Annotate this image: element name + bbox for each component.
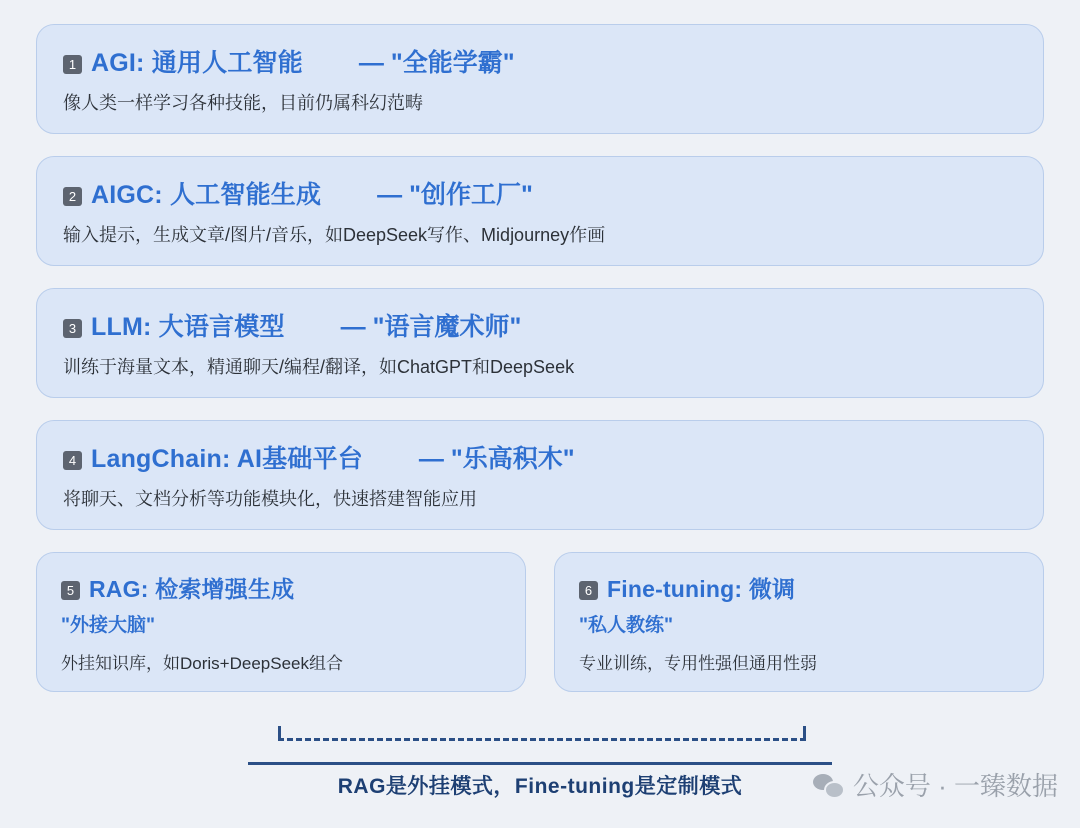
card-description: 训练于海量文本，精通聊天/编程/翻译，如ChatGPT和DeepSeek xyxy=(63,357,575,377)
concept-card-aigc xyxy=(36,156,1044,266)
watermark-text: 公众号 · 一臻数据 xyxy=(852,771,1058,801)
number-badge: 6 xyxy=(579,581,598,600)
concept-card-llm xyxy=(36,288,1044,398)
card-header xyxy=(579,571,1019,604)
concept-card-langchain xyxy=(36,420,1044,530)
card-title: AIGC: 人工智能生成 xyxy=(91,181,322,209)
number-badge: 3 xyxy=(63,319,82,338)
wechat-icon xyxy=(813,772,843,798)
concept-card-finetuning xyxy=(554,552,1044,692)
card-title: LangChain: AI基础平台 xyxy=(91,445,363,473)
card-description: 将聊天、文档分析等功能模块化，快速搭建智能应用 xyxy=(63,489,477,509)
card-header xyxy=(63,439,1017,475)
card-nickname: — "创作工厂" xyxy=(377,181,533,209)
card-header xyxy=(63,43,1017,79)
card-nickname: — "乐高积木" xyxy=(418,445,575,473)
card-title: AGI: 通用人工智能 xyxy=(91,49,303,77)
card-description: 输入提示，生成文章/图片/音乐，如DeepSeek写作、Midjourney作画 xyxy=(63,225,606,245)
card-header xyxy=(63,175,1017,211)
number-badge: 2 xyxy=(63,187,82,206)
concept-card-rag xyxy=(36,552,526,692)
card-title: RAG: 检索增强生成 xyxy=(89,576,295,602)
card-description: 像人类一样学习各种技能，目前仍属科幻范畴 xyxy=(63,93,423,113)
card-description: 专业训练，专用性强但通用性弱 xyxy=(579,654,817,673)
bottom-card-row xyxy=(36,552,1044,692)
card-title: Fine-tuning: 微调 xyxy=(607,576,796,602)
card-nickname: "外接大脑" xyxy=(61,615,156,636)
footer-caption: RAG是外挂模式，Fine-tuning是定制模式 xyxy=(337,775,743,798)
card-title: LLM: 大语言模型 xyxy=(91,313,285,341)
solid-divider xyxy=(248,762,832,765)
card-nickname: — "全能学霸" xyxy=(358,49,515,77)
concept-card-agi xyxy=(36,24,1044,134)
card-header xyxy=(61,571,501,604)
card-header xyxy=(63,307,1017,343)
card-description: 外挂知识库，如Doris+DeepSeek组合 xyxy=(61,654,343,673)
card-nickname: — "语言魔术师" xyxy=(340,313,522,341)
number-badge: 1 xyxy=(63,55,82,74)
dash-tick-right xyxy=(803,726,806,739)
watermark xyxy=(813,766,1058,803)
dashed-divider xyxy=(278,738,806,741)
footer-section xyxy=(0,718,1080,828)
card-nickname: "私人教练" xyxy=(579,615,674,636)
number-badge: 5 xyxy=(61,581,80,600)
number-badge: 4 xyxy=(63,451,82,470)
